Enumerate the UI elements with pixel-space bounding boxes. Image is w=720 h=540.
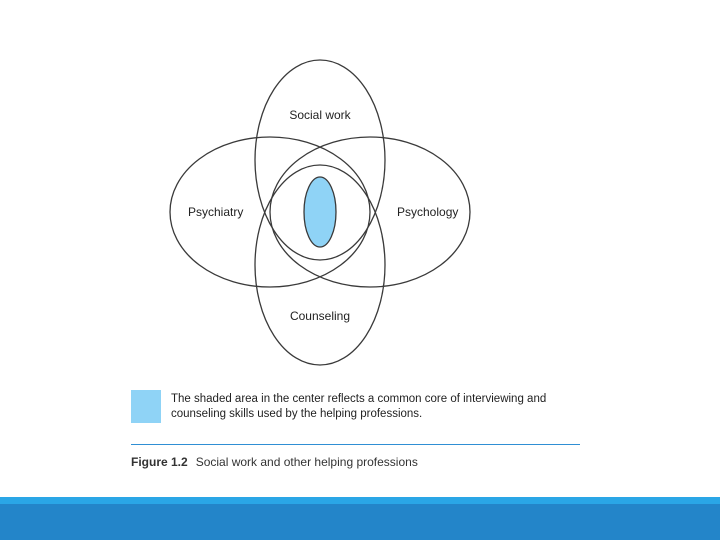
footer-accent-strip	[0, 497, 720, 504]
legend-text	[171, 392, 571, 422]
legend-line-2: counseling skills used by the helping professions.	[171, 408, 423, 420]
figure-caption	[131, 455, 418, 469]
label-counseling: Counseling	[289, 309, 351, 323]
figure-number: Figure 1.2	[131, 455, 188, 469]
legend-line-1: The shaded area in the center reflects a common core of interviewing and	[171, 393, 547, 405]
label-social-work: Social work	[289, 108, 351, 122]
figure-title: Social work and other helping professions	[195, 455, 418, 469]
legend-swatch	[131, 390, 161, 423]
label-psychology: Psychology	[397, 205, 459, 219]
shaded-core-area	[304, 177, 336, 247]
footer-band	[0, 504, 720, 540]
caption-rule	[131, 444, 580, 445]
label-psychiatry: Psychiatry	[188, 205, 244, 219]
